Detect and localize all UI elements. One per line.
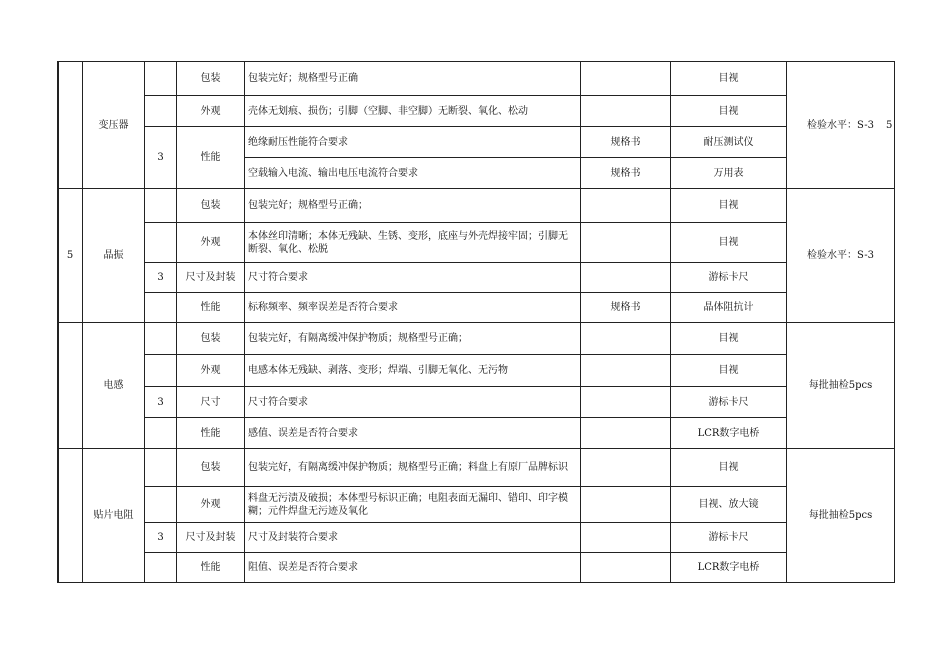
inspection-level: 3 [145,127,177,189]
inspection-item: 性能 [177,127,245,189]
table-row [58,323,895,355]
inspection-level [145,96,177,127]
inspection-requirement: 料盘无污渍及破损；本体型号标识正确；电阻表面无漏印、错印、印字模糊；元件焊盘无污迹及氧化 [245,487,581,523]
inspection-basis [581,323,671,355]
inspection-level [145,449,177,487]
inspection-tool: 游标卡尺 [671,523,787,553]
inspection-tool: 晶体阻抗计 [671,293,787,323]
inspection-item: 尺寸及封装 [177,263,245,293]
inspection-basis: 规格书 [581,293,671,323]
table-row [58,387,895,418]
inspection-tool: 目视 [671,62,787,96]
inspection-item: 尺寸 [177,387,245,418]
component-name: 贴片电阻 [83,449,145,583]
inspection-tool: 耐压测试仪 [671,127,787,158]
inspection-requirement: 包装完好，有隔离缓冲保护物质；规格型号正确； [245,323,581,355]
table-row [58,127,895,158]
inspection-requirement: 绝缘耐压性能符合要求 [245,127,581,158]
inspection-tool: 目视 [671,96,787,127]
inspection-item: 尺寸及封装 [177,523,245,553]
inspection-level [145,62,177,96]
group-number [58,449,83,583]
inspection-basis [581,263,671,293]
inspection-basis [581,487,671,523]
component-name: 电感 [83,323,145,449]
inspection-level [145,323,177,355]
group-number: 5 [58,189,83,323]
table-row [58,418,895,449]
inspection-basis [581,418,671,449]
inspection-requirement: 电感本体无残缺、剥落、变形；焊端、引脚无氧化、无污物 [245,355,581,387]
inspection-level: 3 [145,523,177,553]
inspection-level: 3 [145,387,177,418]
inspection-basis [581,96,671,127]
sampling-plan: 每批抽检5pcs [787,323,895,449]
inspection-requirement: 尺寸及封装符合要求 [245,523,581,553]
inspection-requirement: 包装完好；规格型号正确 [245,62,581,96]
inspection-tool: 目视 [671,189,787,223]
inspection-tool: 游标卡尺 [671,263,787,293]
table-row [58,263,895,293]
table-row [58,62,895,96]
inspection-item: 性能 [177,293,245,323]
inspection-tool: 目视、放大镜 [671,487,787,523]
table-row [58,189,895,223]
inspection-basis [581,387,671,418]
inspection-requirement: 空载输入电流、输出电压电流符合要求 [245,158,581,189]
inspection-tool: 目视 [671,223,787,263]
inspection-basis: 规格书 [581,127,671,158]
inspection-item: 性能 [177,418,245,449]
inspection-requirement: 感值、误差是否符合要求 [245,418,581,449]
inspection-item: 外观 [177,487,245,523]
inspection-basis [581,449,671,487]
inspection-table [57,61,895,583]
inspection-requirement: 包装完好，有隔离缓冲保护物质；规格型号正确；料盘上有原厂品牌标识 [245,449,581,487]
inspection-requirement: 包装完好；规格型号正确； [245,189,581,223]
inspection-tool: LCR数字电桥 [671,418,787,449]
inspection-tool: 目视 [671,449,787,487]
sampling-plan: 检验水平：S-3 [787,189,895,323]
inspection-requirement: 尺寸符合要求 [245,263,581,293]
inspection-requirement: 标称频率、频率误差是否符合要求 [245,293,581,323]
inspection-basis [581,189,671,223]
inspection-level [145,487,177,523]
inspection-basis [581,553,671,583]
group-number [58,323,83,449]
inspection-level [145,223,177,263]
group-number [58,62,83,189]
component-name: 变压器 [83,62,145,189]
inspection-basis [581,523,671,553]
inspection-level [145,355,177,387]
inspection-requirement: 阻值、误差是否符合要求 [245,553,581,583]
inspection-item: 包装 [177,323,245,355]
inspection-requirement: 壳体无划痕、损伤；引脚（空脚、非空脚）无断裂、氧化、松动 [245,96,581,127]
component-name: 晶振 [83,189,145,323]
inspection-tool: 目视 [671,323,787,355]
table-row [58,553,895,583]
inspection-tool: LCR数字电桥 [671,553,787,583]
inspection-requirement: 尺寸符合要求 [245,387,581,418]
inspection-level [145,189,177,223]
inspection-tool: 目视 [671,355,787,387]
inspection-item: 包装 [177,449,245,487]
inspection-basis: 规格书 [581,158,671,189]
inspection-tool: 万用表 [671,158,787,189]
table-row [58,523,895,553]
inspection-level: 3 [145,263,177,293]
inspection-level [145,293,177,323]
inspection-item: 包装 [177,62,245,96]
inspection-basis [581,62,671,96]
sampling-plan: 检验水平：S-3 [787,62,895,189]
sampling-plan: 每批抽检5pcs [787,449,895,583]
inspection-level [145,553,177,583]
table-row [58,449,895,487]
inspection-tool: 游标卡尺 [671,387,787,418]
inspection-item: 外观 [177,223,245,263]
side-number: 5 [886,120,893,131]
inspection-level [145,418,177,449]
table-row [58,487,895,523]
inspection-item: 性能 [177,553,245,583]
table-row [58,355,895,387]
inspection-item: 外观 [177,355,245,387]
inspection-basis [581,223,671,263]
table-row [58,96,895,127]
inspection-item: 外观 [177,96,245,127]
inspection-item: 包装 [177,189,245,223]
inspection-basis [581,355,671,387]
inspection-requirement: 本体丝印清晰；本体无残缺、生锈、变形，底座与外壳焊接牢固；引脚无断裂、氧化、松脱 [245,223,581,263]
table-row [58,293,895,323]
table-row [58,223,895,263]
